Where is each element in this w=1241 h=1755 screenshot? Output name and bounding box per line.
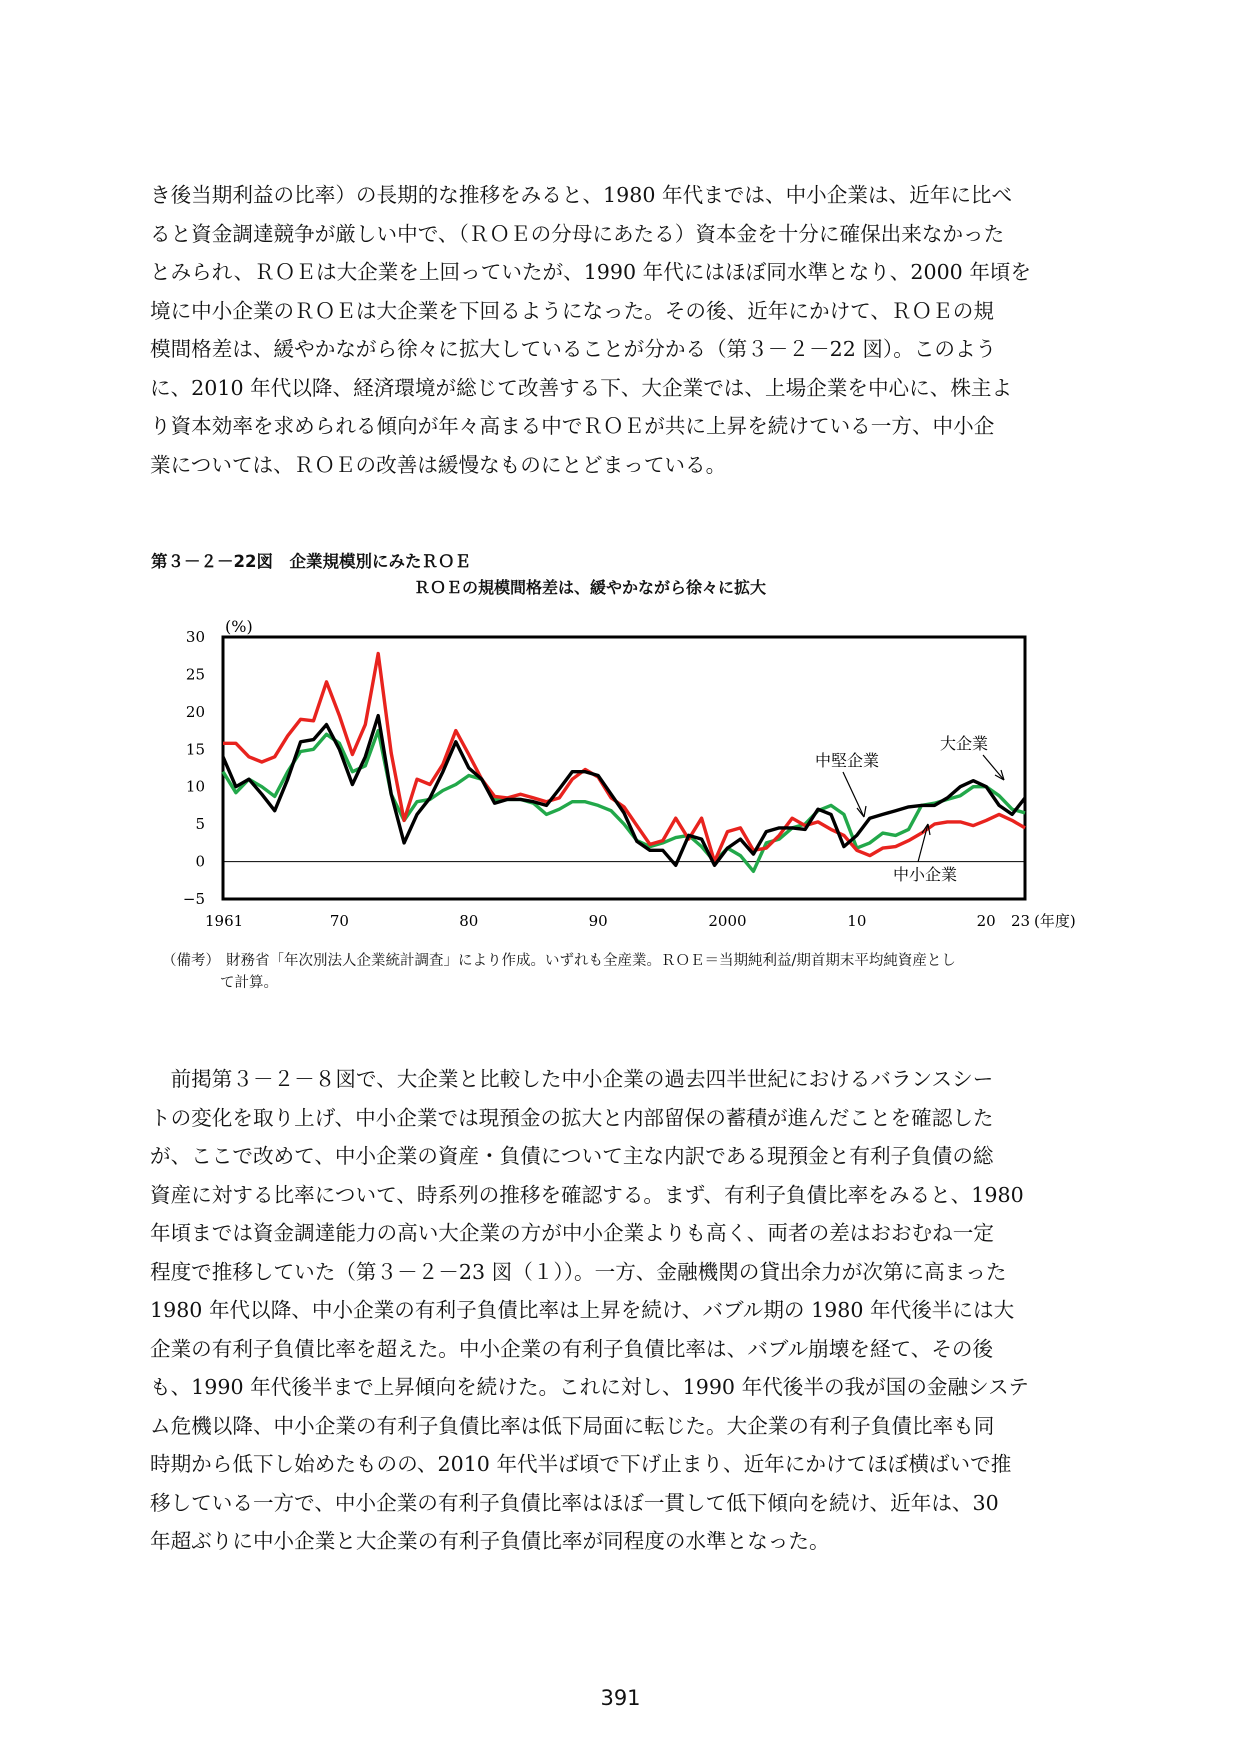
text-line: に、2010 年代以降、経済環境が総じて改善する下、大企業では、上場企業を中心に、株主よ [150, 375, 1013, 400]
arrowhead-chuken [857, 806, 866, 817]
arrowhead-daikigyo [995, 770, 1004, 780]
annotation-daikigyo: 大企業 [940, 734, 989, 753]
x-tick-label: 90 [588, 912, 608, 930]
text-line: 業については、ＲＯＥの改善は緩慢なものにとどまっている。 [150, 452, 727, 477]
x-tick-label: 70 [329, 912, 349, 930]
body-paragraph-2 [150, 1060, 1095, 1561]
y-tick-label: 5 [195, 815, 205, 834]
y-tick-label: 15 [185, 740, 205, 759]
text-line: ム危機以降、中小企業の有利子負債比率は低下局面に転じた。大企業の有利子負債比率も同 [150, 1413, 995, 1438]
text-line: 模間格差は、緩やかながら徐々に拡大していることが分かる（第３－２－22 図）。このよう [150, 337, 997, 361]
figure-subtitle: ＲＯＥの規模間格差は、緩やかながら徐々に拡大 [414, 578, 767, 597]
text-line: き後当期利益の比率）の長期的な推移をみると、1980 年代までは、中小企業は、近年に比べ [150, 183, 1013, 207]
figure-title: 第３－２－22図 企業規模別にみたＲＯＥ [151, 552, 471, 571]
text-line: 時期から低下し始めたものの、2010 年代半ば頃で下げ止まり、近年にかけてほぼ横ばいで推 [150, 1452, 1012, 1476]
annotation-chusho: 中小企業 [893, 865, 958, 884]
text-line: 境に中小企業のＲＯＥは大企業を下回るようになった。その後、近年にかけて、ＲＯＥの規 [150, 298, 994, 323]
body-paragraph-1 [150, 176, 1095, 484]
series-line-chuken [223, 731, 1025, 872]
y-axis-unit-label: (%) [225, 617, 253, 636]
annotation-arrow-daikigyo [983, 755, 1004, 780]
text-line: が、ここで改めて、中小企業の資産・負債について主な内訳である現預金と有利子負債の総 [150, 1144, 994, 1168]
note-line-1: 財務省「年次別法人企業統計調査」により作成。いずれも全産業。ＲＯＥ＝当期純利益/期首期末平均純資産とし [226, 953, 956, 969]
text-line: 程度で推移していた（第３－２－23 図（１））。一方、金融機関の貸出余力が次第に高まった [150, 1259, 1007, 1284]
text-line: トの変化を取り上げ、中小企業では現預金の拡大と内部留保の蓄積が進んだことを確認した [150, 1105, 994, 1130]
arrowhead-chusho [922, 824, 930, 835]
x-tick-label: 2000 [708, 912, 747, 930]
annotation-arrow-chuken [843, 772, 864, 817]
x-tick-label: 1961 [205, 912, 244, 930]
figure-note [162, 950, 1092, 994]
x-tick-label: 10 [847, 912, 867, 930]
text-line: とみられ、ＲＯＥは大企業を上回っていたが、1990 年代にはほぼ同水準となり、2000 年頃を [150, 260, 1032, 284]
text-line: 1980 年代以降、中小企業の有利子負債比率は上昇を続け、バブル期の 1980 年代後半には大 [150, 1298, 1015, 1322]
annotation-arrow-chusho [918, 824, 928, 862]
text-line: も、1990 年代後半まで上昇傾向を続けた。これに対し、1990 年代後半の我が国の金融システ [150, 1375, 1029, 1399]
page-number: 391 [600, 1686, 641, 1710]
text-line: 移している一方で、中小企業の有利子負債比率はほぼ一貫して低下傾向を続け、近年は、30 [150, 1490, 999, 1515]
text-line: ると資金調達競争が厳しい中で、（ＲＯＥの分母にあたる）資本金を十分に確保出来なかった [150, 221, 1005, 246]
text-line: 前掲第３－２－８図で、大企業と比較した中小企業の過去四半世紀におけるバランスシー [150, 1067, 994, 1091]
text-line: 年超ぶりに中小企業と大企業の有利子負債比率が同程度の水準となった。 [150, 1529, 830, 1553]
y-tick-label: 25 [185, 665, 205, 684]
plot-frame [223, 637, 1025, 899]
text-line: 企業の有利子負債比率を超えた。中小企業の有利子負債比率は、バブル崩壊を経て、その後 [150, 1336, 994, 1361]
note-head: （備考） [162, 953, 220, 969]
x-axis-unit-label: (年度) [1034, 912, 1076, 930]
note-line-2: て計算。 [220, 975, 278, 991]
y-tick-label: 30 [185, 628, 205, 646]
y-tick-label: 20 [185, 702, 205, 721]
text-line: 資産に対する比率について、時系列の推移を確認する。まず、有利子負債比率をみると、1980 [150, 1182, 1024, 1207]
x-tick-label: 23 [1011, 912, 1031, 930]
y-tick-label: −5 [182, 890, 205, 908]
text-line: 年頃までは資金調達能力の高い大企業の方が中小企業よりも高く、両者の差はおおむね一定 [150, 1221, 994, 1245]
y-tick-label: 0 [195, 852, 205, 871]
text-line: り資本効率を求められる傾向が年々高まる中でＲＯＥが共に上昇を続けている一方、中小企 [150, 414, 995, 438]
annotation-chuken: 中堅企業 [815, 751, 880, 770]
y-tick-label: 10 [185, 777, 205, 796]
x-tick-label: 80 [459, 912, 479, 930]
series-line-daikigyo [223, 716, 1025, 866]
series-line-chusho [223, 654, 1025, 862]
x-tick-label: 20 [976, 912, 996, 930]
